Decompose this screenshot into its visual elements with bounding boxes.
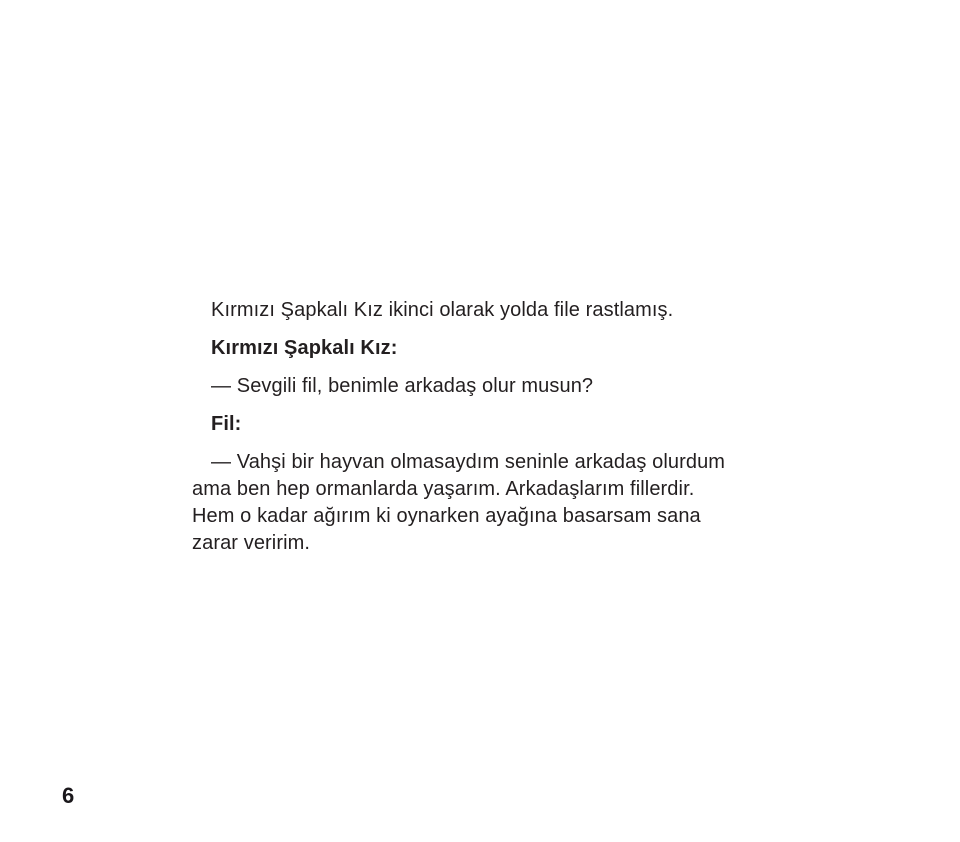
- speaker-name-girl: Kırmızı Şapkalı Kız:: [211, 337, 398, 359]
- elephant-dialogue-line-4: zarar veririm.: [192, 532, 311, 554]
- speaker-name-elephant: Fil:: [211, 413, 242, 435]
- elephant-dialogue-line-2: ama ben hep ormanlarda yaşarım. Arkadaşlarım fillerdir.: [192, 478, 695, 500]
- elephant-dialogue-line-1: — Vahşi bir hayvan olmasaydım seninle arkadaş olurdum: [211, 451, 726, 473]
- dialogue-girl-paragraph: [192, 373, 792, 400]
- elephant-dialogue-line-3: Hem o kadar ağırım ki oynarken ayağına basarsam sana: [192, 505, 701, 527]
- story-text-block: [192, 297, 792, 568]
- narration-line: Kırmızı Şapkalı Kız ikinci olarak yolda file rastlamış.: [211, 299, 674, 321]
- narration-paragraph: [192, 297, 792, 324]
- speaker-label-elephant: [192, 411, 792, 438]
- girl-dialogue-line: — Sevgili fil, benimle arkadaş olur musun?: [211, 375, 594, 397]
- dialogue-elephant-paragraph: [192, 449, 792, 557]
- speaker-label-girl: [192, 335, 792, 362]
- page-number: 6: [62, 783, 75, 808]
